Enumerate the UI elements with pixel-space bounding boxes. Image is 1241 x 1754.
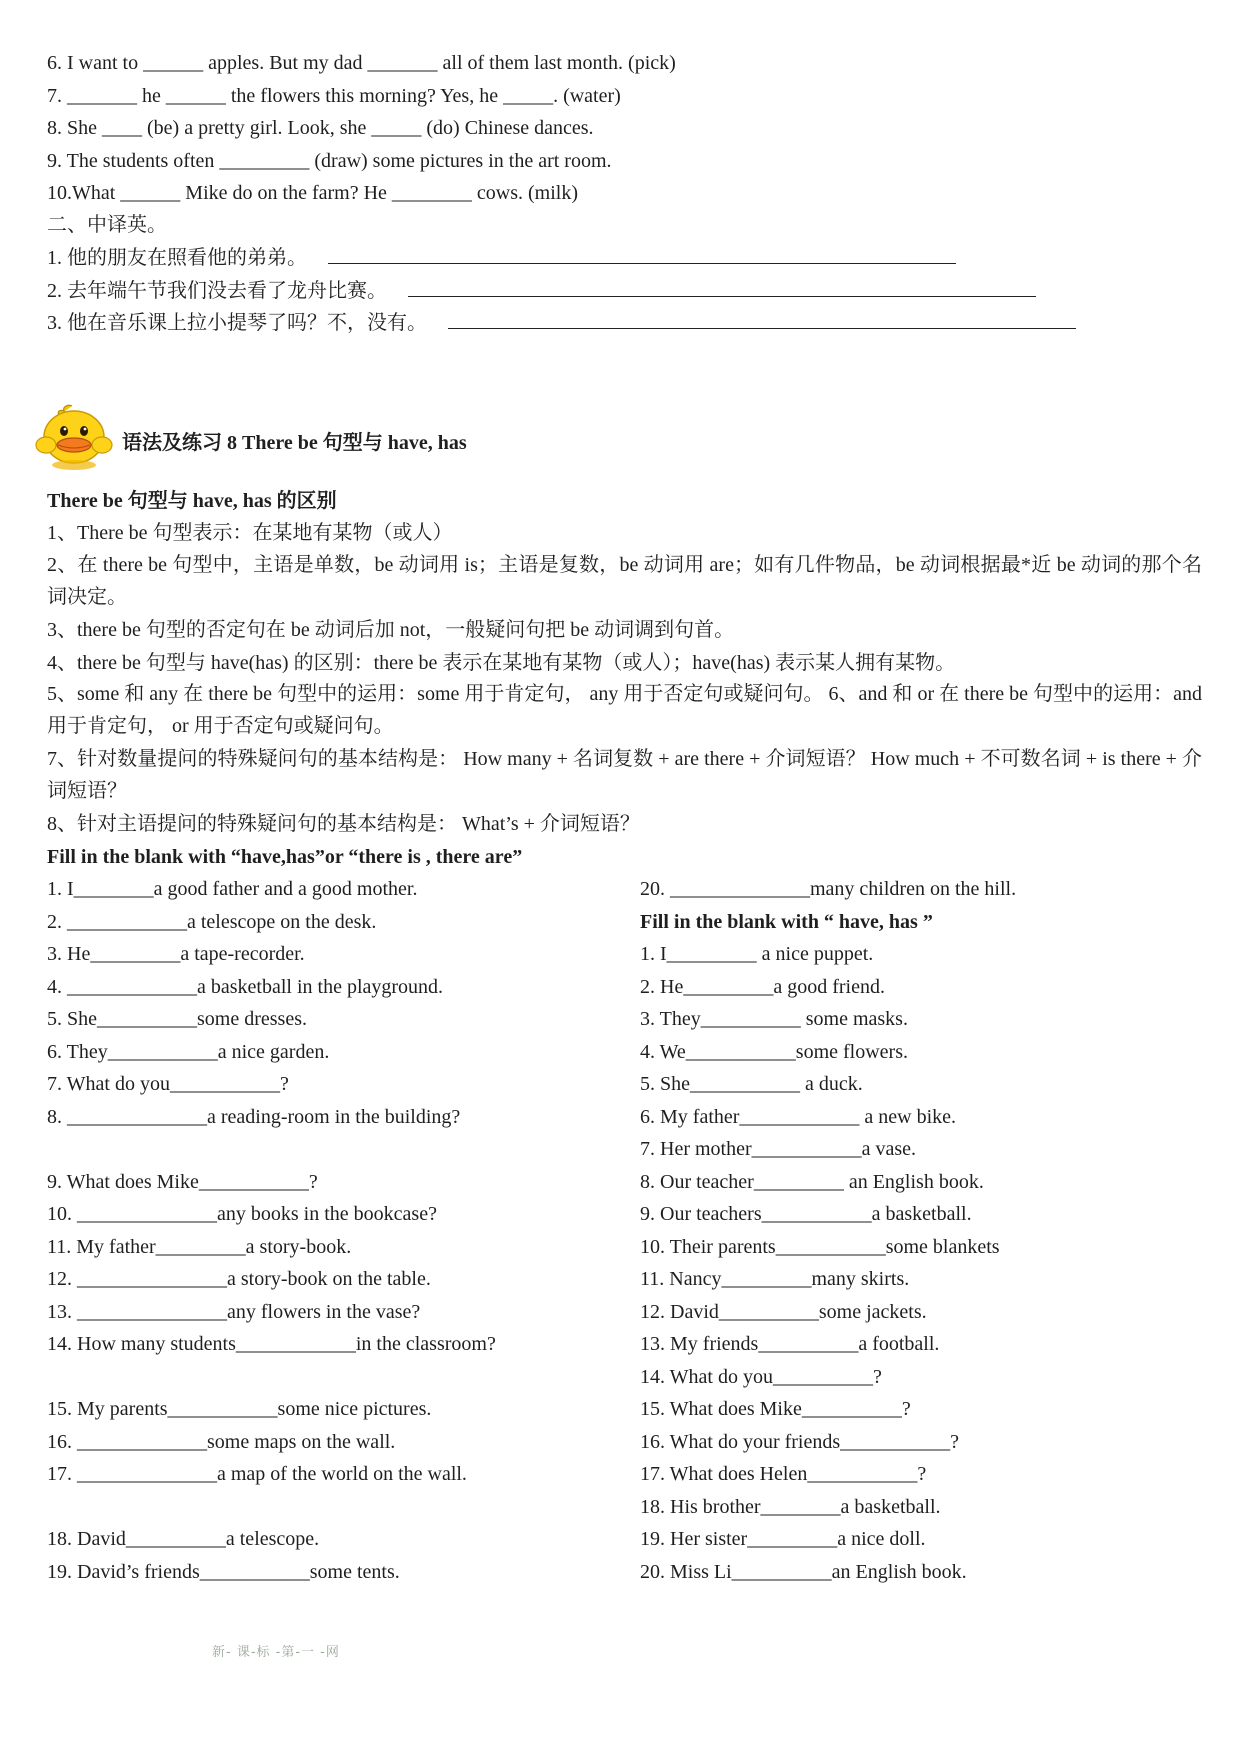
fill1-item: 5. She__________some dresses. (47, 1008, 307, 1030)
rule-item: 7、针对数量提问的特殊疑问句的基本结构是： How many + 名词复数 + are there + 介词短语？ How much + 不可数名词 + is there + 介词短语？ (47, 748, 1202, 802)
fill2-heading: Fill in the blank with “ have, has ” (640, 911, 933, 933)
fill1-item: 4. _____________a basketball in the playground. (47, 976, 444, 998)
fill2-item: 11. Nancy_________many skirts. (640, 1268, 910, 1290)
answer-line (448, 310, 1076, 329)
translation-text: 3. 他在音乐课上拉小提琴了吗？不，没有。 (47, 312, 427, 334)
duck-mascot-icon (28, 403, 120, 473)
fill1-item: 17. ______________a map of the world on the wall. (47, 1463, 467, 1485)
rule-item: 5、some 和 any 在 there be 句型中的运用：some 用于肯定句， any 用于否定句或疑问句。 6、and 和 or 在 there be 句型中的运用：and 用于肯定句， or 用于否定句或疑问句。 (47, 683, 1202, 737)
fill2-item: 3. They__________ some masks. (640, 1008, 908, 1030)
rule-item: 2、在 there be 句型中，主语是单数，be 动词用 is；主语是复数，be 动词用 are；如有几件物品，be 动词根据最*近 be 动词的那个名词决定。 (47, 554, 1202, 608)
fill2-item: 19. Her sister_________a nice doll. (640, 1528, 926, 1550)
translation-text: 2. 去年端午节我们没去看了龙舟比赛。 (47, 280, 387, 302)
fill2-item: 12. David__________some jackets. (640, 1301, 927, 1323)
fill1-item: 6. They___________a nice garden. (47, 1041, 330, 1063)
fill1-item: 18. David__________a telescope. (47, 1528, 320, 1550)
fill1-item: 3. He_________a tape-recorder. (47, 943, 305, 965)
exercise-line: 6. I want to ______ apples. But my dad _______ all of them last month. (pick) (47, 52, 676, 74)
answer-line (408, 278, 1036, 297)
fill2-item: 20. Miss Li__________an English book. (640, 1561, 967, 1583)
fill2-item: 15. What does Mike__________? (640, 1398, 911, 1420)
section-title: 语法及练习 8 There be 句型与 have, has (122, 432, 467, 454)
translation-heading: 二、中译英。 (47, 214, 167, 236)
fill2-item: 10. Their parents___________some blankets (640, 1236, 1000, 1258)
fill2-item: 7. Her mother___________a vase. (640, 1138, 917, 1160)
fill1-item: 1. I________a good father and a good mother. (47, 878, 418, 900)
fill2-item: 16. What do your friends___________? (640, 1431, 960, 1453)
translation-text: 1. 他的朋友在照看他的弟弟。 (47, 247, 307, 269)
exercise-line: 7. _______ he ______ the flowers this morning? Yes, he _____. (water) (47, 85, 621, 107)
rules-heading: There be 句型与 have, has 的区别 (47, 490, 337, 512)
rule-item: 3、there be 句型的否定句在 be 动词后加 not，一般疑问句把 be 动词调到句首。 (47, 619, 735, 641)
fill1-item: 7. What do you___________? (47, 1073, 289, 1095)
rule-item: 8、针对主语提问的特殊疑问句的基本结构是： What’s + 介词短语？ (47, 813, 640, 835)
fill1-item: 12. _______________a story-book on the table. (47, 1268, 431, 1290)
fill1-item: 8. ______________a reading-room in the building? (47, 1106, 461, 1128)
exercise-line: 10.What ______ Mike do on the farm? He ________ cows. (milk) (47, 182, 579, 204)
fill1-item: 10. ______________any books in the bookcase? (47, 1203, 437, 1225)
fill2-item: 1. I_________ a nice puppet. (640, 943, 874, 965)
exercise-line: 9. The students often _________ (draw) some pictures in the art room. (47, 150, 612, 172)
fill2-item: 5. She___________ a duck. (640, 1073, 863, 1095)
fill2-item: 9. Our teachers___________a basketball. (640, 1203, 972, 1225)
fill1-item: 14. How many students____________in the classroom? (47, 1333, 496, 1355)
fill1-item: 9. What does Mike___________? (47, 1171, 318, 1193)
fill1-item: 20. ______________many children on the hill. (640, 878, 1017, 900)
fill1-item: 16. _____________some maps on the wall. (47, 1431, 396, 1453)
fill2-item: 14. What do you__________? (640, 1366, 882, 1388)
exercise-line: 8. She ____ (be) a pretty girl. Look, she _____ (do) Chinese dances. (47, 117, 594, 139)
fill2-item: 13. My friends__________a football. (640, 1333, 940, 1355)
rule-item: 1、There be 句型表示：在某地有某物（或人） (47, 522, 453, 544)
fill2-item: 4. We___________some flowers. (640, 1041, 908, 1063)
fill1-item: 15. My parents___________some nice pictures. (47, 1398, 432, 1420)
translation-item (47, 310, 1076, 336)
fill2-item: 17. What does Helen___________? (640, 1463, 927, 1485)
fill2-item: 2. He_________a good friend. (640, 976, 885, 998)
fill1-item: 11. My father_________a story-book. (47, 1236, 352, 1258)
translation-item (47, 278, 1036, 304)
fill1-heading: Fill in the blank with “have,has”or “there is , there are” (47, 846, 523, 868)
rule-item: 4、there be 句型与 have(has) 的区别：there be 表示在某地有某物（或人）；have(has) 表示某人拥有某物。 (47, 652, 956, 674)
fill1-item: 13. _______________any flowers in the vase? (47, 1301, 421, 1323)
fill1-item: 2. ____________a telescope on the desk. (47, 911, 377, 933)
fill2-item: 8. Our teacher_________ an English book. (640, 1171, 984, 1193)
footer-watermark: 新- 课-标 -第-一 -网 (212, 1645, 340, 1660)
fill2-item: 18. His brother________a basketball. (640, 1496, 941, 1518)
answer-line (328, 245, 956, 264)
fill2-item: 6. My father____________ a new bike. (640, 1106, 957, 1128)
fill1-item: 19. David’s friends___________some tents. (47, 1561, 400, 1583)
translation-item (47, 245, 956, 271)
